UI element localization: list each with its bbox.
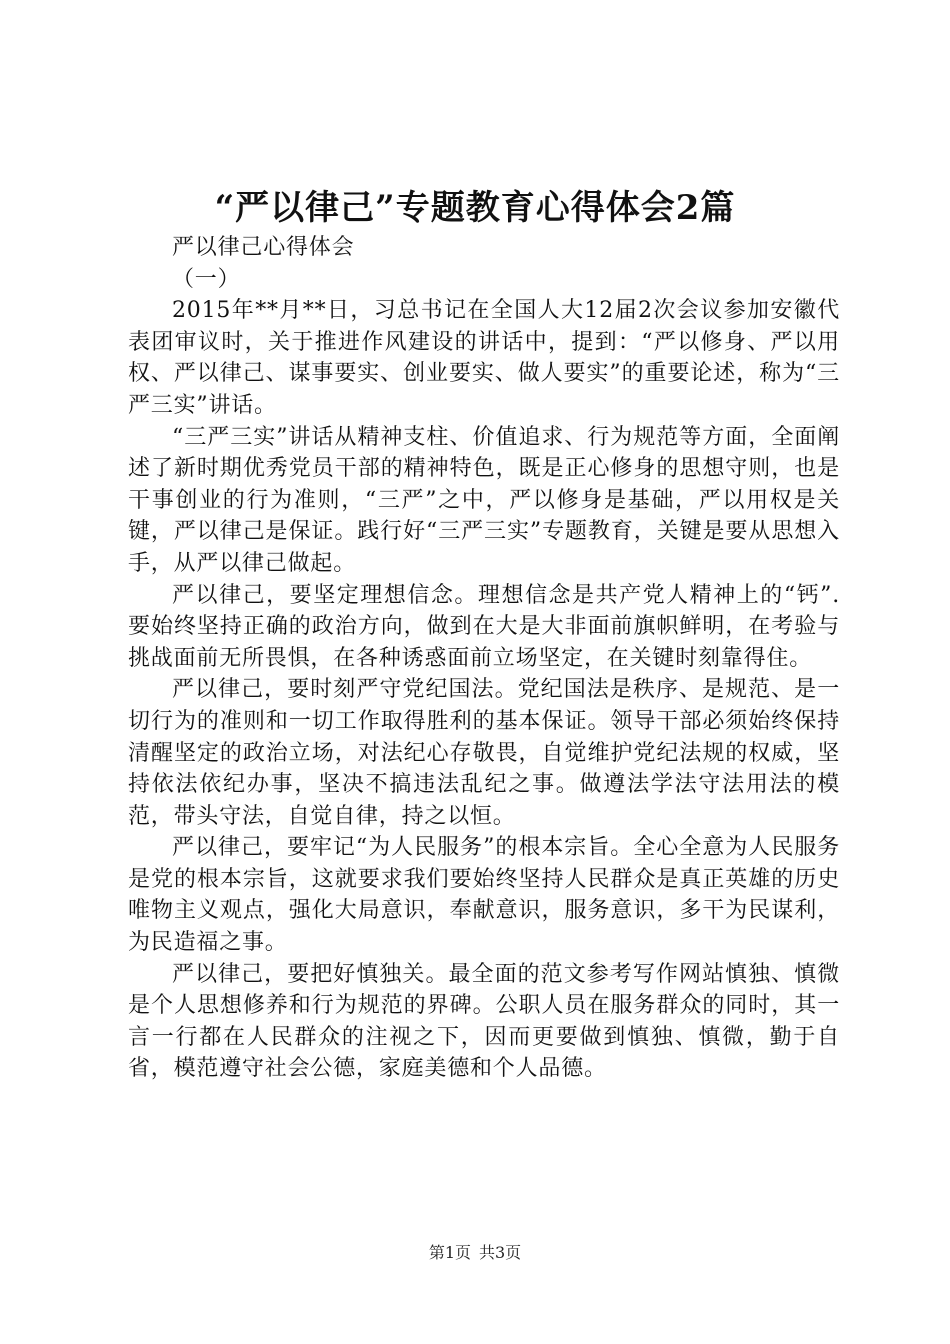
body-paragraph: 严以律己，要牢记“为人民服务”的根本宗旨。全心全意为人民服务是党的根本宗旨，这就要求我们要始终坚持人民群众是真正英雄的历史唯物主义观点，强化大局意识，奉献意识，服务意识，多干为民谋利，为民造福之事。: [128, 835, 840, 956]
body-paragraph: 2015年**月**日，习总书记在全国人大12届2次会议参加安徽代表团审议时，关于推进作风建设的讲话中，提到：“严以修身、严以用权、严以律己、谋事要实、创业要实、做人要实”的重要论述，称为“三严三实”讲话。: [128, 298, 840, 418]
document-body: [128, 232, 840, 1085]
document-subtitle: 严以律己心得体会: [172, 235, 355, 260]
page-number-total: 共3页: [479, 1243, 522, 1262]
body-paragraph: 严以律己，要时刻严守党纪国法。党纪国法是秩序、是规范、是一切行为的准则和一切工作取得胜利的基本保证。领导干部必须始终保持清醒坚定的政治立场，对法纪心存敬畏，自觉维护党纪法规的权威，坚持依法依纪办事，坚决不搞违法乱纪之事。做遵法学法守法用法的模范，带头守法，自觉自律，持之以恒。: [128, 677, 840, 829]
page-number-current: 第1页: [428, 1243, 471, 1262]
section-number: （一）: [172, 266, 241, 292]
body-paragraph: 严以律己，要把好慎独关。最全面的范文参考写作网站慎独、慎微是个人思想修养和行为规范的界碑。公职人员在服务群众的同时，其一言一行都在人民群众的注视之下，因而更要做到慎独、慎微，勤于自省，模范遵守社会公德，家庭美德和个人品德。: [128, 961, 840, 1082]
body-paragraph: “三严三实”讲话从精神支柱、价值追求、行为规范等方面，全面阐述了新时期优秀党员干部的精神特色，既是正心修身的思想守则，也是干事创业的行为准则，“三严”之中，严以修身是基础，严以用权是关键，严以律己是保证。践行好“三严三实”专题教育，关键是要从思想入手，从严以律己做起。: [128, 424, 840, 576]
page-footer: [0, 1241, 950, 1265]
body-paragraph: 严以律己，要坚定理想信念。理想信念是共产党人精神上的“钙”.要始终坚持正确的政治方向，做到在大是大非面前旗帜鲜明，在考验与挑战面前无所畏惧，在各种诱惑面前立场坚定，在关键时刻靠得住。: [128, 582, 840, 671]
document-title: “严以律己”专题教育心得体会2篇: [214, 188, 736, 228]
